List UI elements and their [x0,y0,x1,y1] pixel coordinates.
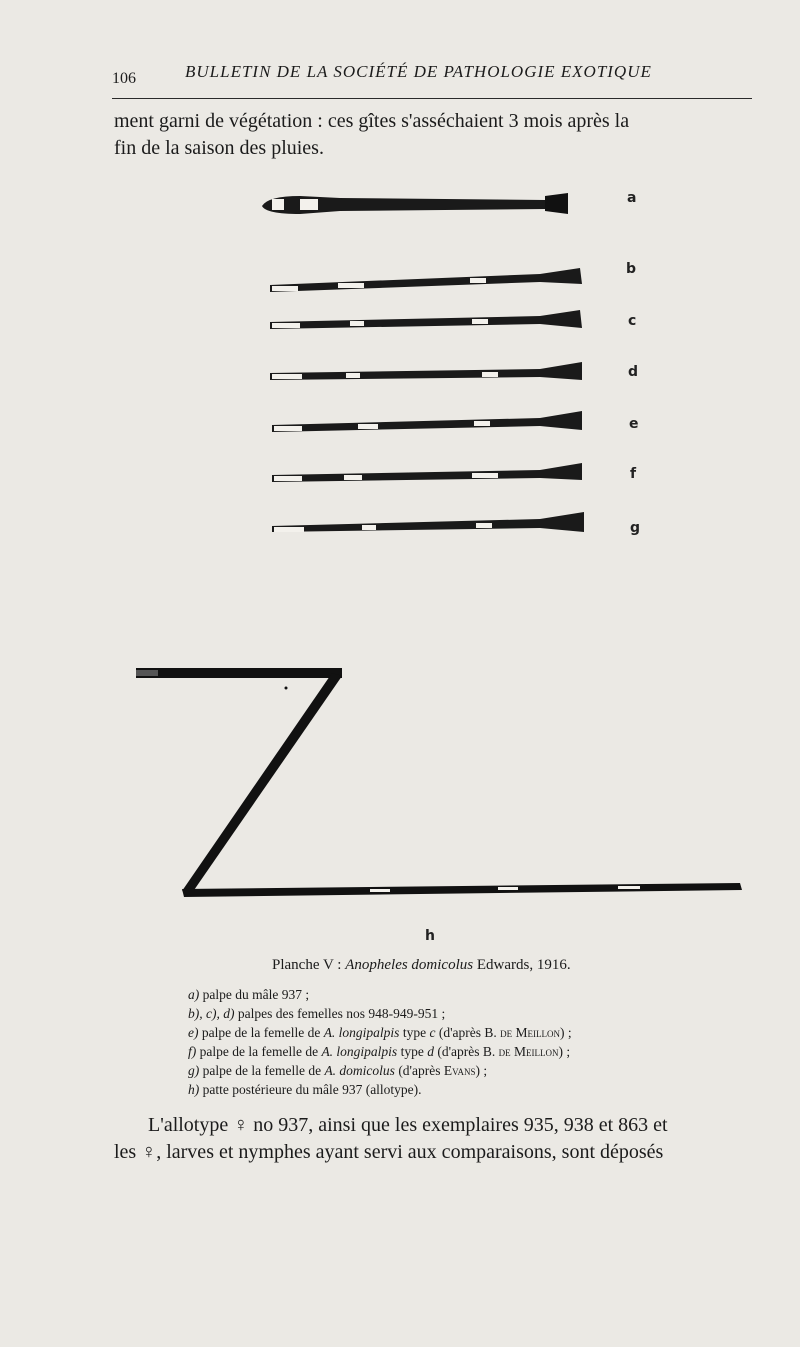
palp-a [262,193,568,214]
caption-suffix: Edwards, 1916. [473,957,571,973]
palp-g [272,512,584,532]
panel-label-d: d [628,364,639,380]
panel-label-b: b [626,261,637,277]
legend-item-h: h) patte postérieure du mâle 937 (allotype). [188,1082,422,1097]
intro-line-1: ment garni de végétation : ces gîtes s'asséchaient 3 mois après la [114,110,630,132]
panel-label-c: c [628,313,637,329]
caption-species: Anopheles domicolus [345,957,474,973]
palp-c [270,310,582,329]
legend-item-a: a) palpe du mâle 937 ; [188,987,310,1002]
panel-label-f: f [630,466,637,482]
legend-item-g: g) palpe de la femelle de A. domicolus (d'après Evans) ; [188,1063,488,1078]
figure-caption [272,957,571,974]
palp-f [272,463,582,482]
intro-line-2: fin de la saison des pluies. [114,137,324,159]
panel-label-g: g [630,520,641,536]
legend-item-bcd: b), c), d) palpes des femelles nos 948-949-951 ; [188,1006,446,1021]
caption-prefix: Planche V : [272,957,346,973]
closing-line-2: les ♀, larves et nymphes ayant servi aux comparaisons, sont déposés [114,1141,664,1163]
closing-line-1: L'allotype ♀ no 937, ainsi que les exemplaires 935, 938 et 863 et [148,1114,668,1136]
panel-label-e: e [629,416,639,432]
page-number: 106 [112,70,136,87]
palp-d [270,362,582,380]
legend-item-f: f) palpe de la femelle de A. longipalpis type d (d'après B. de Meillon) ; [188,1044,571,1059]
hind-leg-h [136,668,742,897]
panel-label-a: a [627,190,637,206]
legend-item-e: e) palpe de la femelle de A. longipalpis type c (d'après B. de Meillon) ; [188,1025,572,1040]
panel-label-h: h [425,928,435,944]
palp-e [272,411,582,432]
figure-legend [188,985,572,1099]
palp-b [270,268,582,292]
running-title: BULLETIN DE LA SOCIÉTÉ DE PATHOLOGIE EXOTIQUE [185,62,652,81]
